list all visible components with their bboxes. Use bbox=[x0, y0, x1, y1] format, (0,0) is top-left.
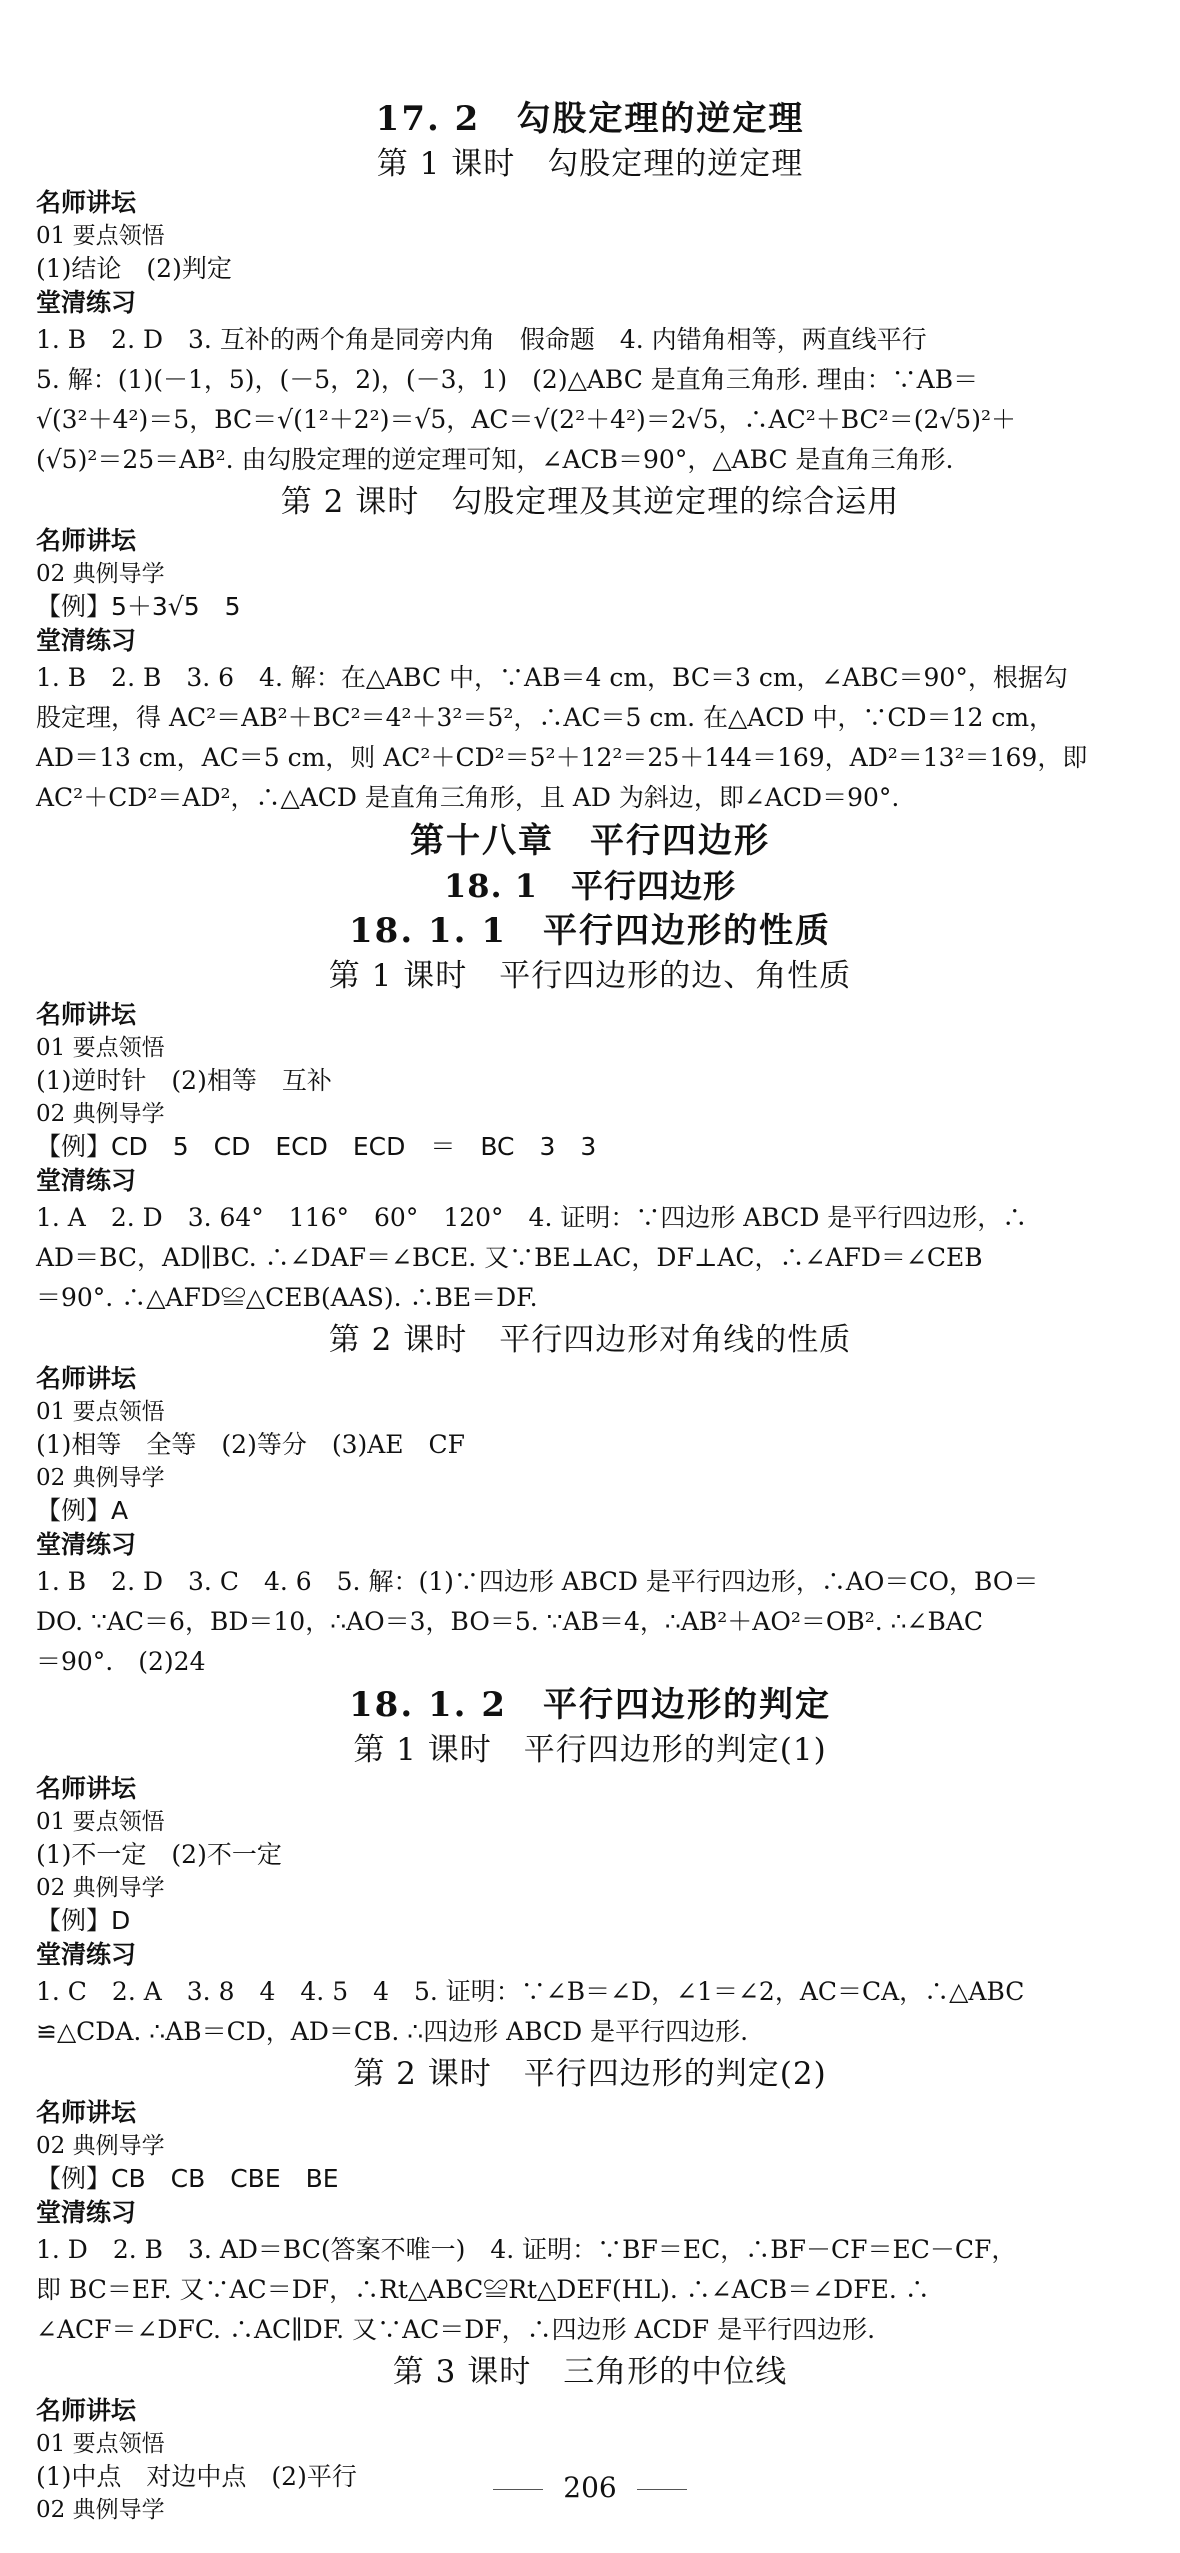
answer-paragraph-line: 即 BC＝EF. 又∵AC＝DF，∴Rt△ABC≌Rt△DEF(HL). ∴∠ACB＝∠DFE. ∴ bbox=[36, 2275, 930, 2304]
subsection-label: 01 要点领悟 bbox=[36, 1809, 165, 1835]
subsection-label: 02 典例导学 bbox=[36, 561, 165, 587]
answer-line: (1)逆时针 (2)相等 互补 bbox=[36, 1066, 332, 1095]
answer-line: (1)结论 (2)判定 bbox=[36, 254, 232, 283]
lesson-title: 第 2 课时 平行四边形对角线的性质 bbox=[328, 1322, 852, 1358]
answer-paragraph-line: 1. A 2. D 3. 64° 116° 60° 120° 4. 证明：∵四边形 ABCD 是平行四边形，∴ bbox=[36, 1203, 1028, 1232]
subsection-label: 02 典例导学 bbox=[36, 1875, 165, 1901]
answer-paragraph-line: ∠ACF＝∠DFC. ∴AC∥DF. 又∵AC＝DF，∴四边形 ACDF 是平行四边形. bbox=[36, 2315, 876, 2344]
section-title: 18. 1. 2 平行四边形的判定 bbox=[349, 1685, 831, 1725]
section-label: 堂清练习 bbox=[36, 1166, 137, 1195]
answer-paragraph-line: 1. D 2. B 3. AD＝BC(答案不唯一) 4. 证明：∵BF＝EC，∴BF－CF＝EC－CF， bbox=[36, 2235, 1017, 2264]
page-content bbox=[36, 96, 1144, 2526]
section-title: 17. 2 勾股定理的逆定理 bbox=[375, 99, 805, 139]
answer-paragraph-line: 1. B 2. D 3. 互补的两个角是同旁内角 假命题 4. 内错角相等，两直线平行 bbox=[36, 325, 927, 354]
page-number-dash-right bbox=[637, 2489, 687, 2490]
answer-paragraph-line: AD＝BC，AD∥BC. ∴∠DAF＝∠BCE. 又∵BE⊥AC，DF⊥AC，∴∠AFD＝∠CEB bbox=[36, 1243, 983, 1272]
section-label: 堂清练习 bbox=[36, 1530, 137, 1559]
section-title: 18. 1. 1 平行四边形的性质 bbox=[349, 911, 831, 951]
section-label: 名师讲坛 bbox=[36, 1364, 137, 1393]
example-answer: 【例】5＋3√5 5 bbox=[36, 592, 241, 621]
section-label: 名师讲坛 bbox=[36, 188, 137, 217]
lesson-title: 第 3 课时 三角形的中位线 bbox=[392, 2354, 788, 2390]
subsection-label: 02 典例导学 bbox=[36, 1465, 165, 1491]
answer-paragraph-line: √(3²＋4²)＝5，BC＝√(1²＋2²)＝√5，AC＝√(2²＋4²)＝2√5，∴AC²＋BC²＝(2√5)²＋ bbox=[36, 405, 1016, 434]
section-label: 堂清练习 bbox=[36, 1940, 137, 1969]
section-label: 堂清练习 bbox=[36, 626, 137, 655]
section-title: 第十八章 平行四边形 bbox=[410, 821, 770, 861]
section-label: 名师讲坛 bbox=[36, 2396, 137, 2425]
answer-paragraph-line: ≌△CDA. ∴AB＝CD，AD＝CB. ∴四边形 ABCD 是平行四边形. bbox=[36, 2017, 749, 2046]
section-subtitle: 18. 1 平行四边形 bbox=[443, 867, 737, 905]
answer-paragraph-line: DO. ∵AC＝6，BD＝10，∴AO＝3，BO＝5. ∵AB＝4，∴AB²＋AO²＝OB². ∴∠BAC bbox=[36, 1607, 984, 1636]
example-answer: 【例】CB CB CBE BE bbox=[36, 2164, 339, 2193]
section-label: 名师讲坛 bbox=[36, 2098, 137, 2127]
answer-paragraph-line: ＝90°. (2)24 bbox=[36, 1647, 206, 1676]
subsection-label: 02 典例导学 bbox=[36, 2497, 165, 2523]
answer-paragraph-line: 1. B 2. B 3. 6 4. 解：在△ABC 中，∵AB＝4 cm，BC＝3 cm，∠ABC＝90°，根据勾 bbox=[36, 663, 1068, 692]
subsection-label: 01 要点领悟 bbox=[36, 1399, 165, 1425]
answer-paragraph-line: 1. C 2. A 3. 8 4 4. 5 4 5. 证明：∵∠B＝∠D，∠1＝∠2，AC＝CA，∴△ABC bbox=[36, 1977, 1025, 2006]
section-label: 名师讲坛 bbox=[36, 526, 137, 555]
answer-paragraph-line: ＝90°. ∴△AFD≌△CEB(AAS). ∴BE＝DF. bbox=[36, 1283, 538, 1312]
lesson-title: 第 2 课时 勾股定理及其逆定理的综合运用 bbox=[280, 484, 900, 520]
example-answer: 【例】CD 5 CD ECD ECD ＝ BC 3 3 bbox=[36, 1132, 597, 1161]
lesson-title: 第 1 课时 勾股定理的逆定理 bbox=[376, 146, 804, 182]
lesson-title: 第 1 课时 平行四边形的边、角性质 bbox=[328, 958, 852, 994]
answer-paragraph-line: AD＝13 cm，AC＝5 cm，则 AC²＋CD²＝5²＋12²＝25＋144＝169，AD²＝13²＝169，即 bbox=[36, 743, 1088, 772]
answer-paragraph-line: AC²＋CD²＝AD²，∴△ACD 是直角三角形，且 AD 为斜边，即∠ACD＝90°. bbox=[36, 783, 900, 812]
lesson-title: 第 1 课时 平行四边形的判定(1) bbox=[353, 1732, 827, 1768]
subsection-label: 02 典例导学 bbox=[36, 2133, 165, 2159]
answer-paragraph-line: 股定理，得 AC²＝AB²＋BC²＝4²＋3²＝5²，∴AC＝5 cm. 在△ACD 中，∵CD＝12 cm， bbox=[36, 703, 1055, 732]
subsection-label: 01 要点领悟 bbox=[36, 1035, 165, 1061]
answer-paragraph-line: 1. B 2. D 3. C 4. 6 5. 解：(1)∵四边形 ABCD 是平行四边形，∴AO＝CO，BO＝ bbox=[36, 1567, 1039, 1596]
subsection-label: 02 典例导学 bbox=[36, 1101, 165, 1127]
answer-line: (1)相等 全等 (2)等分 (3)AE CF bbox=[36, 1430, 466, 1459]
answer-line: (1)不一定 (2)不一定 bbox=[36, 1840, 282, 1869]
answer-line: (1)中点 对边中点 (2)平行 bbox=[36, 2462, 357, 2491]
page-number bbox=[0, 2470, 1180, 2506]
lesson-title: 第 2 课时 平行四边形的判定(2) bbox=[353, 2056, 827, 2092]
page-number-text: 206 bbox=[563, 2471, 617, 2504]
section-label: 堂清练习 bbox=[36, 2198, 137, 2227]
answer-paragraph-line: (√5)²＝25＝AB². 由勾股定理的逆定理可知，∠ACB＝90°，△ABC 是直角三角形. bbox=[36, 445, 954, 474]
example-answer: 【例】D bbox=[36, 1906, 131, 1935]
section-label: 名师讲坛 bbox=[36, 1000, 137, 1029]
page-number-dash-left bbox=[493, 2489, 543, 2490]
example-answer: 【例】A bbox=[36, 1496, 129, 1525]
section-label: 名师讲坛 bbox=[36, 1774, 137, 1803]
subsection-label: 01 要点领悟 bbox=[36, 223, 165, 249]
subsection-label: 01 要点领悟 bbox=[36, 2431, 165, 2457]
answer-paragraph-line: 5. 解：(1)(－1，5)，(－5，2)，(－3，1) (2)△ABC 是直角三角形. 理由：∵AB＝ bbox=[36, 365, 979, 394]
section-label: 堂清练习 bbox=[36, 288, 137, 317]
